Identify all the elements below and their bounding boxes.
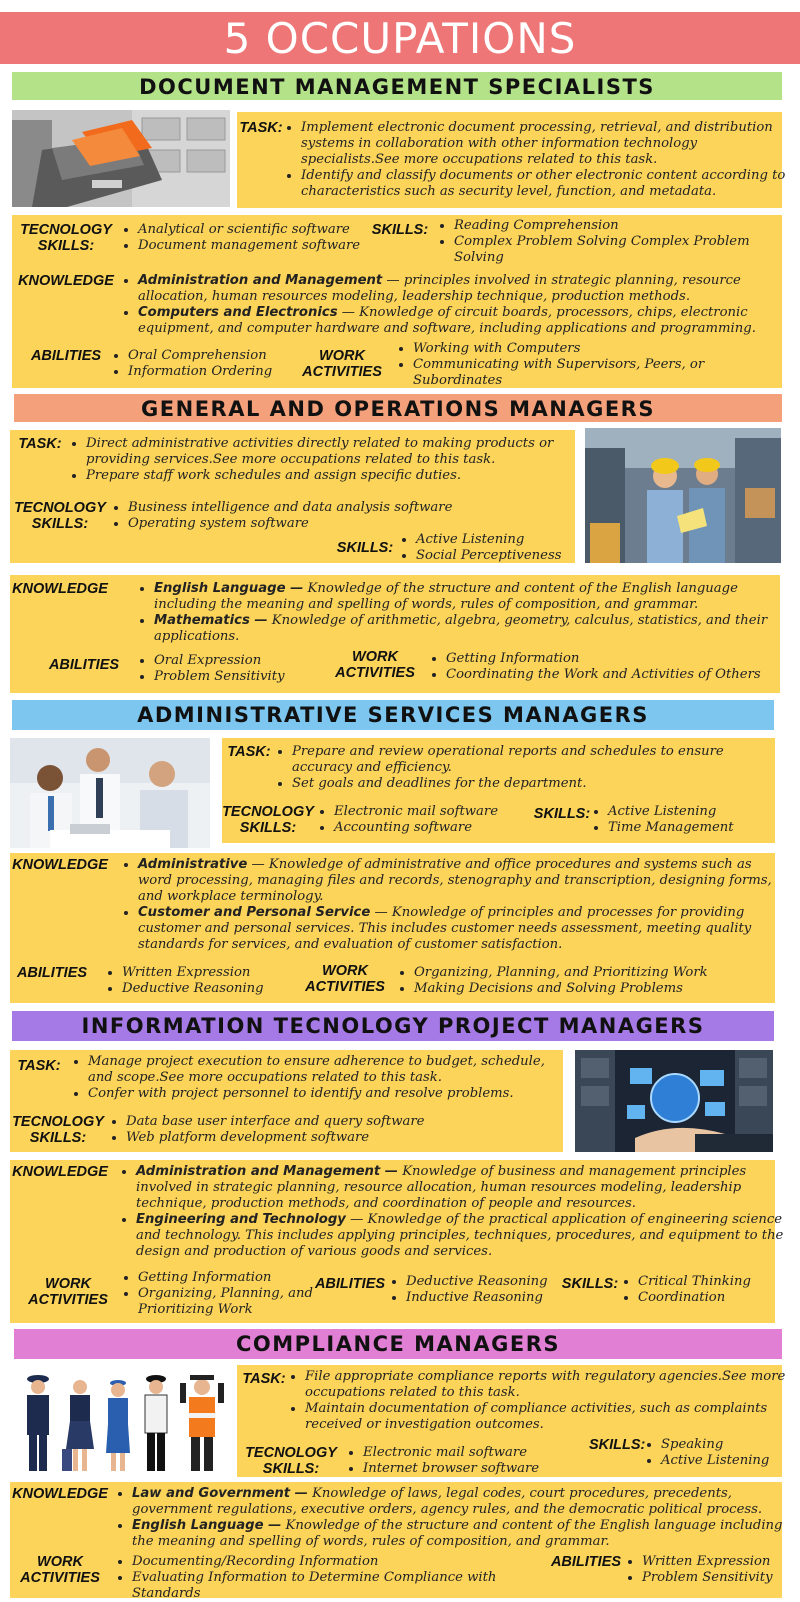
list-item: • Customer and Personal Service — Knowledge of principles and processes for providing customer and personal services. This includes customer needs assessment, meeting quality standards for services, and evaluation of customer satisfaction. xyxy=(138,905,783,953)
list-item: • Business intelligence and data analysis software xyxy=(128,500,548,516)
list-item: • Written Expression xyxy=(642,1554,792,1570)
gen-details-panel xyxy=(10,575,780,693)
list-item: • Active Listening xyxy=(661,1453,796,1469)
task-label: TASK: xyxy=(227,744,271,760)
work-activities-label: WORK ACTIVITIES xyxy=(335,649,415,681)
list-item: • Complex Problem Solving Complex Problem Solving xyxy=(454,234,774,266)
knowledge-label: KNOWLEDGE xyxy=(12,1486,108,1502)
list-item: • Identify and classify documents or other electronic content according to characteristics such as security level, function, and metadata. xyxy=(301,168,789,200)
list-item: • Problem Sensitivity xyxy=(642,1570,792,1586)
abilities-label: ABILITIES xyxy=(48,657,120,673)
list-item: • Internet browser software xyxy=(363,1461,593,1477)
list-item: • Problem Sensitivity xyxy=(154,669,354,685)
knowledge-list xyxy=(138,581,784,645)
knowledge-list xyxy=(122,273,788,337)
list-item: • Law and Government — Knowledge of laws, legal codes, court procedures, precedents, government regulations, executive orders, agency rules, and the democratic political process. xyxy=(132,1486,792,1518)
list-item: • Social Perceptiveness xyxy=(416,548,586,564)
list-item: • Getting Information xyxy=(446,651,791,667)
list-item: • Administrative — Knowledge of administrative and office procedures and systems such as word processing, managing files and records, stenography and transcription, designing forms, and workplace terminology. xyxy=(138,857,783,905)
list-item: • Electronic mail software xyxy=(363,1445,593,1461)
it-task-panel xyxy=(10,1050,563,1152)
knowledge-list xyxy=(116,1486,792,1550)
list-item: • Information Ordering xyxy=(128,364,328,380)
office-meeting-photo xyxy=(10,738,210,848)
tech-skills-label: TECNOLOGY SKILLS: xyxy=(14,500,106,532)
admin-details-panel xyxy=(10,853,775,1003)
list-item: • Working with Computers xyxy=(413,341,753,357)
gen-task-panel xyxy=(10,430,575,563)
technology-hand-photo xyxy=(575,1050,773,1152)
section-heading-doc: DOCUMENT MANAGEMENT SPECIALISTS xyxy=(12,72,782,100)
list-item: • Documenting/Recording Information xyxy=(132,1554,512,1570)
page-title: 5 OCCUPATIONS xyxy=(0,12,800,64)
tech-list xyxy=(112,500,548,532)
list-item: • English Language — Knowledge of the structure and content of the English language including the meaning and spelling of words, rules of composition, and grammar. xyxy=(154,581,784,613)
tech-list xyxy=(318,804,544,836)
task-list xyxy=(70,436,581,484)
tech-list xyxy=(122,222,378,254)
list-item: • Getting Information xyxy=(138,1270,318,1286)
work-activities-label: WORK ACTIVITIES xyxy=(305,963,385,995)
knowledge-list xyxy=(120,1164,786,1260)
knowledge-label: KNOWLEDGE xyxy=(12,581,108,597)
skills-list xyxy=(438,218,774,266)
tech-skills-label: TECNOLOGY SKILLS: xyxy=(222,804,314,836)
list-item: • Administration and Management — principles involved in strategic planning, resource allocation, human resources modeling, leadership technique, production methods. xyxy=(138,273,788,305)
work-list xyxy=(430,651,791,683)
task-label: TASK: xyxy=(242,1371,286,1387)
list-item: • Active Listening xyxy=(416,532,586,548)
tech-skills-label: TECNOLOGY SKILLS: xyxy=(12,1114,104,1146)
work-activities-label: WORK ACTIVITIES xyxy=(302,348,382,380)
list-item: • Electronic mail software xyxy=(334,804,544,820)
doc-task-panel xyxy=(237,112,786,208)
it-details-panel xyxy=(10,1160,784,1323)
list-item: • Coordination xyxy=(638,1290,788,1306)
tech-skills-label: TECNOLOGY SKILLS: xyxy=(20,222,112,254)
list-item: • Computers and Electronics — Knowledge of circuit boards, processors, chips, electronic equipment, and computer hardware and software, including applications and programming. xyxy=(138,305,788,337)
list-item: • Oral Comprehension xyxy=(128,348,328,364)
list-item: • Written Expression xyxy=(122,965,322,981)
list-item: • Reading Comprehension xyxy=(454,218,774,234)
abilities-list xyxy=(390,1274,586,1306)
list-item: • Mathematics — Knowledge of arithmetic, algebra, geometry, calculus, statistics, and their applications. xyxy=(154,613,784,645)
comp-details-panel xyxy=(10,1482,783,1601)
list-item: • Document management software xyxy=(138,238,378,254)
tech-skills-label: TECNOLOGY SKILLS: xyxy=(245,1445,337,1477)
task-list xyxy=(289,1369,790,1433)
list-item: • Maintain documentation of compliance activities, such as complaints received or investigation outcomes. xyxy=(305,1401,790,1433)
list-item: • Confer with project personnel to identify and resolve problems. xyxy=(88,1086,573,1102)
skills-list xyxy=(592,804,783,836)
list-item: • Coordinating the Work and Activities of Others xyxy=(446,667,791,683)
abilities-list xyxy=(626,1554,792,1586)
list-item: • Time Management xyxy=(608,820,783,836)
work-activities-label: WORK ACTIVITIES xyxy=(20,1554,100,1586)
skills-list xyxy=(622,1274,788,1306)
abilities-label: ABILITIES xyxy=(314,1276,386,1292)
tech-list xyxy=(347,1445,593,1477)
task-list xyxy=(285,120,789,200)
list-item: • Analytical or scientific software xyxy=(138,222,378,238)
work-list xyxy=(116,1554,512,1602)
list-item: • English Language — Knowledge of the structure and content of the English language including the meaning and spelling of words, rules of composition, and grammar. xyxy=(132,1518,792,1550)
list-item: • Active Listening xyxy=(608,804,783,820)
knowledge-list xyxy=(122,857,783,953)
section-heading-admin: ADMINISTRATIVE SERVICES MANAGERS xyxy=(12,700,774,730)
knowledge-label: KNOWLEDGE xyxy=(18,273,114,289)
list-item: • Prepare staff work schedules and assign specific duties. xyxy=(86,468,581,484)
skills-list xyxy=(400,532,586,564)
knowledge-label: KNOWLEDGE xyxy=(12,1164,108,1180)
skills-label: SKILLS: xyxy=(589,1437,646,1453)
section-heading-comp: COMPLIANCE MANAGERS xyxy=(14,1329,782,1359)
section-heading-it: INFORMATION TECNOLOGY PROJECT MANAGERS xyxy=(12,1011,774,1041)
list-item: • Organizing, Planning, and Prioritizing Work xyxy=(138,1286,318,1318)
knowledge-label: KNOWLEDGE xyxy=(12,857,108,873)
skills-label: SKILLS: xyxy=(561,1276,619,1292)
skills-list xyxy=(645,1437,796,1469)
list-item: • Inductive Reasoning xyxy=(406,1290,586,1306)
list-item: • Web platform development software xyxy=(126,1130,566,1146)
work-activities-label: WORK ACTIVITIES xyxy=(28,1276,108,1308)
file-cabinet-photo xyxy=(12,110,230,207)
skills-label: SKILLS: xyxy=(371,222,429,238)
task-list xyxy=(72,1054,573,1102)
list-item: • Administration and Management — Knowledge of business and management principles involved in strategic planning, resource allocation, human resources modeling, leadership technique, production methods, and coordination of people and resources. xyxy=(136,1164,786,1212)
uniformed-workers-illustration xyxy=(14,1365,234,1477)
list-item: • Deductive Reasoning xyxy=(406,1274,586,1290)
work-list xyxy=(398,965,774,997)
task-list xyxy=(276,744,782,792)
list-item: • Speaking xyxy=(661,1437,796,1453)
list-item: • File appropriate compliance reports with regulatory agencies.See more occupations related to this task. xyxy=(305,1369,790,1401)
list-item: • Engineering and Technology — Knowledge of the practical application of engineering science and technology. This includes applying principles, techniques, procedures, and equipment to the design and production of various goods and services. xyxy=(136,1212,786,1260)
list-item: • Communicating with Supervisors, Peers, or Subordinates xyxy=(413,357,753,389)
list-item: • Set goals and deadlines for the department. xyxy=(292,776,782,792)
list-item: • Accounting software xyxy=(334,820,544,836)
list-item: • Organizing, Planning, and Prioritizing Work xyxy=(414,965,774,981)
task-label: TASK: xyxy=(18,436,62,452)
task-label: TASK: xyxy=(17,1058,61,1074)
list-item: • Operating system software xyxy=(128,516,548,532)
abilities-list xyxy=(106,965,322,997)
skills-label: SKILLS: xyxy=(336,540,394,556)
comp-task-panel xyxy=(237,1365,786,1477)
abilities-label: ABILITIES xyxy=(30,348,102,364)
skills-label: SKILLS: xyxy=(533,806,591,822)
list-item: • Critical Thinking xyxy=(638,1274,788,1290)
list-item: • Manage project execution to ensure adherence to budget, schedule, and scope.See more occupations related to this task. xyxy=(88,1054,573,1086)
doc-details-panel xyxy=(12,215,782,388)
work-list xyxy=(122,1270,318,1318)
task-label: TASK: xyxy=(239,120,283,136)
warehouse-workers-photo xyxy=(585,428,781,563)
list-item: • Direct administrative activities directly related to making products or providing services.See more occupations related to this task. xyxy=(86,436,581,468)
list-item: • Prepare and review operational reports and schedules to ensure accuracy and efficiency. xyxy=(292,744,782,776)
abilities-list xyxy=(138,653,354,685)
abilities-label: ABILITIES xyxy=(550,1554,622,1570)
tech-list xyxy=(110,1114,566,1146)
list-item: • Deductive Reasoning xyxy=(122,981,322,997)
work-list xyxy=(397,341,753,389)
list-item: • Evaluating Information to Determine Compliance with Standards xyxy=(132,1570,512,1602)
list-item: • Oral Expression xyxy=(154,653,354,669)
list-item: • Implement electronic document processing, retrieval, and distribution systems in collaboration with other information technology specialists.See more occupations related to this task. xyxy=(301,120,789,168)
list-item: • Data base user interface and query software xyxy=(126,1114,566,1130)
section-heading-gen: GENERAL AND OPERATIONS MANAGERS xyxy=(14,394,782,422)
abilities-label: ABILITIES xyxy=(16,965,88,981)
admin-task-panel xyxy=(222,738,775,843)
list-item: • Making Decisions and Solving Problems xyxy=(414,981,774,997)
